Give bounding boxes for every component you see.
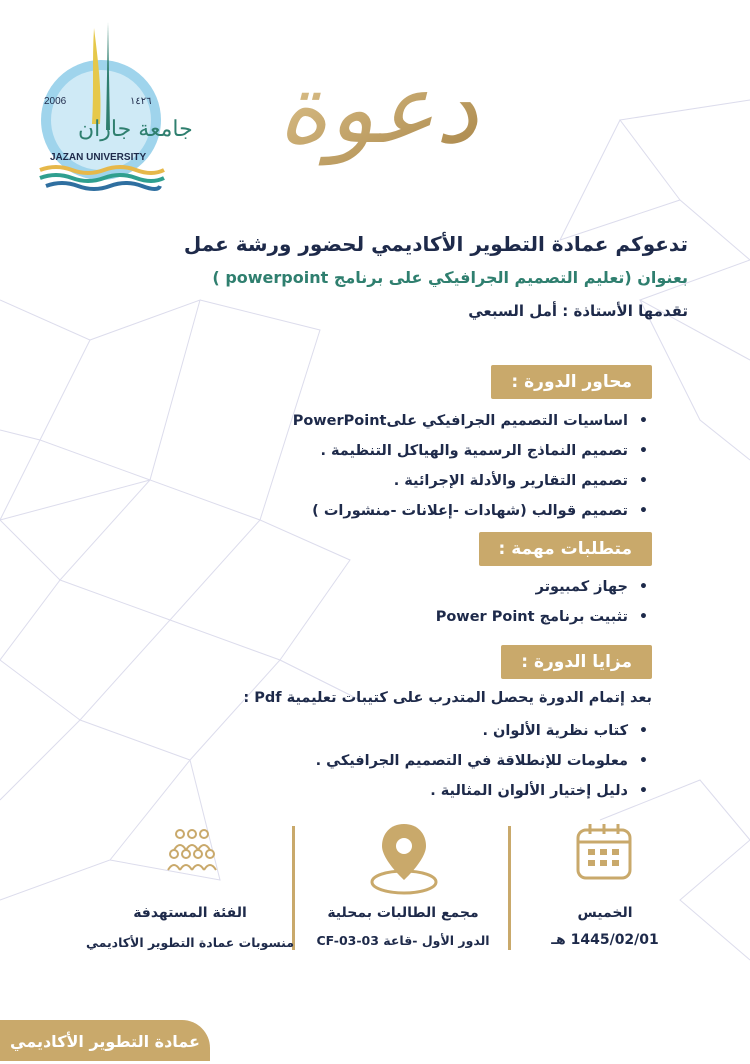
university-logo (36, 20, 193, 190)
list-item: • تصميم النماذج الرسمية والهياكل التنظيمة . (293, 436, 652, 466)
logo-year-gregorian: 2006 (44, 96, 67, 107)
date-value: 1445/02/01 هـ (551, 932, 659, 948)
axes-list (293, 406, 652, 526)
section-label-benefits: مزايا الدورة : (501, 645, 652, 679)
location-title: مجمع الطالبات بمحلية (327, 905, 479, 921)
logo-english-name: JAZAN UNIVERSITY (50, 152, 147, 163)
list-item: • دليل إختيار الألوان المثالية . (316, 776, 652, 806)
list-item: • كتاب نظرية الألوان . (316, 716, 652, 746)
list-item: • تصميم قوالب (شهادات -إعلانات -منشورات ) (293, 496, 652, 526)
benefits-intro: بعد إتمام الدورة يحصل المتدرب على كتيبات تعليمية Pdf : (243, 690, 652, 706)
workshop-topic-line: بعنوان (تعليم التصميم الجرافيكي على برنامج powerpoint ) (212, 268, 688, 287)
list-item: • جهاز كمبيوتر (436, 572, 652, 602)
logo-year-hijri: ١٤٢٦ (130, 96, 152, 107)
section-label-axes: محاور الدورة : (491, 365, 652, 399)
calligraphy-title (270, 22, 485, 192)
list-item: • معلومات للإنطلاقة في التصميم الجرافيكي . (316, 746, 652, 776)
calligraphy-title-text: دعوة (278, 53, 478, 165)
presenter-line: تقدمها الأستاذة : أمل السبعي (468, 302, 688, 320)
footer-deanship-label: عمادة التطوير الأكاديمي (0, 1020, 210, 1061)
audience-title: الفئة المستهدفة (133, 905, 247, 921)
benefits-list (316, 716, 652, 806)
info-divider (292, 826, 295, 950)
list-item: • تصميم التقارير والأدلة الإجرائية . (293, 466, 652, 496)
location-subtitle: الدور الأول -قاعة CF-03-03 (316, 933, 490, 948)
logo-arabic-name: جامعة جازان (78, 117, 193, 142)
date-day: الخميس (577, 905, 633, 921)
calendar-icon (574, 822, 634, 886)
invitation-line: تدعوكم عمادة التطوير الأكاديمي لحضور ورشة عمل (183, 232, 688, 256)
section-label-requirements: متطلبات مهمة : (479, 532, 652, 566)
requirements-list (436, 572, 652, 632)
location-pin-icon (368, 820, 440, 900)
audience-group-icon (166, 826, 218, 876)
list-item: • اساسيات التصميم الجرافيكي علىPowerPoint (293, 406, 652, 436)
audience-subtitle: منسوبات عمادة التطوير الأكاديمي (85, 935, 295, 950)
list-item: • تثبيت برنامج Power Point (436, 602, 652, 632)
